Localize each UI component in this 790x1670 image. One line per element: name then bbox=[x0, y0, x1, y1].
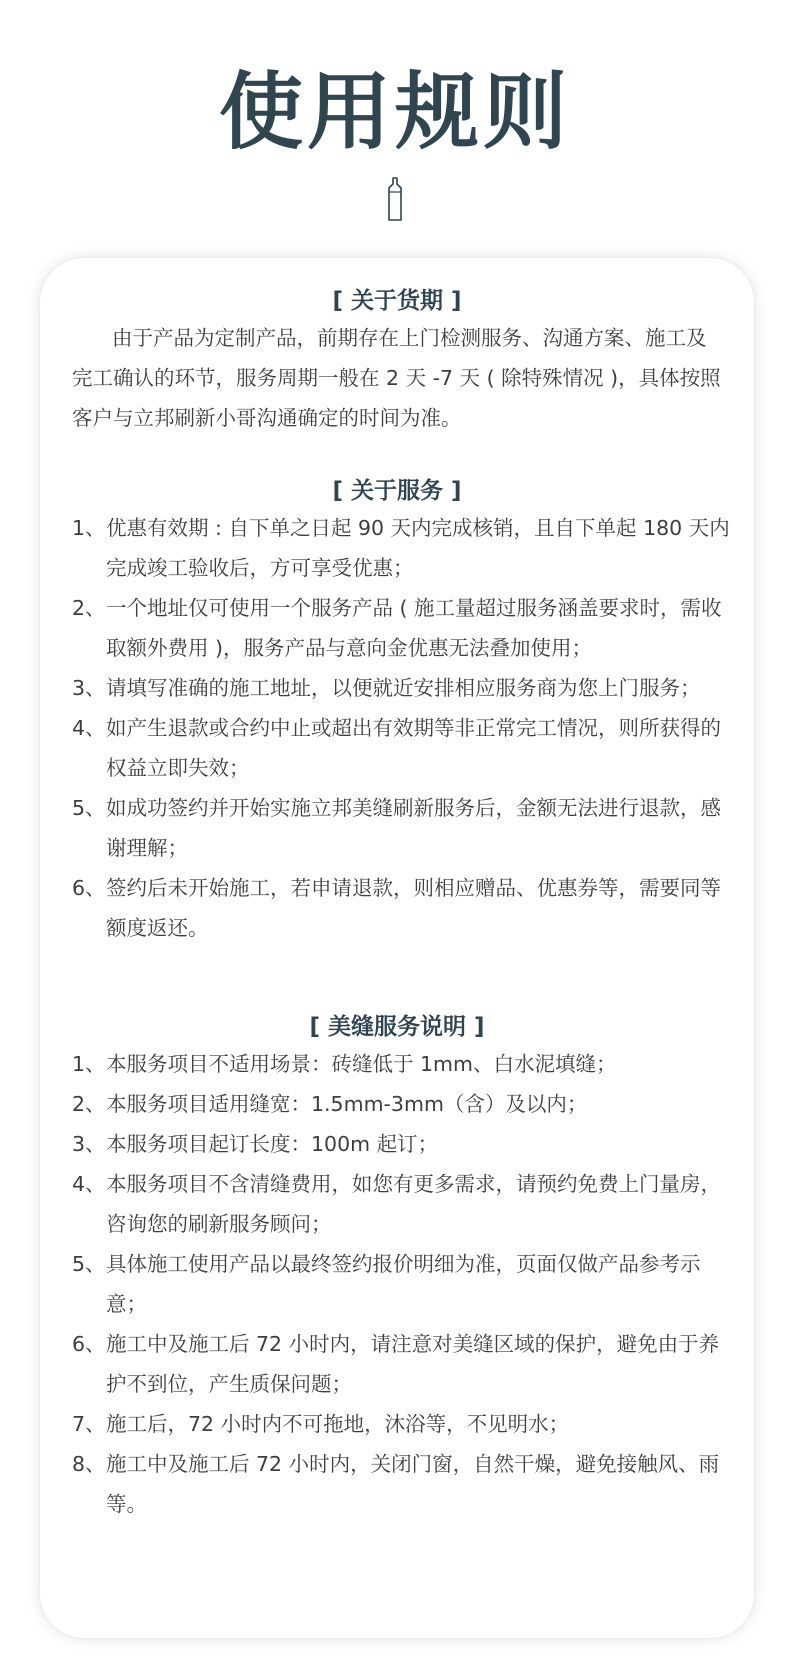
section-service bbox=[40, 474, 754, 948]
list-item bbox=[72, 1084, 732, 1124]
list-number: 4、 bbox=[72, 716, 106, 740]
list-item bbox=[72, 1164, 732, 1244]
list-item bbox=[72, 588, 732, 668]
list-item bbox=[72, 708, 732, 788]
list-item bbox=[72, 1444, 732, 1524]
list-text: 如成功签约并开始实施立邦美缝刷新服务后，金额无法进行退款，感谢理解； bbox=[106, 796, 721, 860]
list-number: 2、 bbox=[72, 596, 106, 620]
list-text: 如产生退款或合约中止或超出有效期等非正常完工情况，则所获得的权益立即失效； bbox=[106, 716, 721, 780]
list-number: 1、 bbox=[72, 1052, 106, 1076]
list-text: 本服务项目不含清缝费用，如您有更多需求，请预约免费上门量房，咨询您的刷新服务顾问； bbox=[106, 1172, 721, 1236]
list-number: 5、 bbox=[72, 796, 106, 820]
rules-list bbox=[40, 1044, 754, 1524]
list-text: 优惠有效期 : 自下单之日起 90 天内完成核销，且自下单起 180 天内完成竣工验收后，方可享受优惠； bbox=[106, 516, 730, 580]
list-item bbox=[72, 1044, 732, 1084]
list-text: 具体施工使用产品以最终签约报价明细为准，页面仅做产品参考示意； bbox=[106, 1252, 701, 1316]
section-grout-service bbox=[40, 1010, 754, 1524]
section-paragraph: 由于产品为定制产品，前期存在上门检测服务、沟通方案、施工及完工确认的环节，服务周期一般在 2 天 -7 天 ( 除特殊情况 )，具体按照客户与立邦刷新小哥沟通确定的时间为准。 bbox=[72, 326, 721, 430]
list-item bbox=[72, 508, 732, 588]
section-heading: [ 关于服务 ] bbox=[332, 478, 462, 504]
list-number: 5、 bbox=[72, 1252, 106, 1276]
list-number: 1、 bbox=[72, 516, 106, 540]
list-text: 施工中及施工后 72 小时内，请注意对美缝区域的保护，避免由于养护不到位，产生质保问题； bbox=[106, 1332, 720, 1396]
list-text: 本服务项目起订长度：100m 起订； bbox=[106, 1132, 439, 1156]
list-item bbox=[72, 1404, 732, 1444]
list-item bbox=[72, 788, 732, 868]
list-item bbox=[72, 868, 732, 948]
list-item bbox=[72, 1244, 732, 1324]
list-item bbox=[72, 1324, 732, 1404]
list-number: 6、 bbox=[72, 1332, 106, 1356]
list-number: 4、 bbox=[72, 1172, 106, 1196]
list-text: 本服务项目不适用场景：砖缝低于 1mm、白水泥填缝； bbox=[106, 1052, 617, 1076]
list-number: 8、 bbox=[72, 1452, 106, 1476]
page-title: 使用规则 bbox=[218, 62, 571, 161]
tube-icon bbox=[383, 176, 407, 224]
list-text: 施工中及施工后 72 小时内，关闭门窗，自然干燥，避免接触风、雨等。 bbox=[106, 1452, 720, 1516]
list-text: 本服务项目适用缝宽：1.5mm-3mm（含）及以内； bbox=[106, 1092, 588, 1116]
list-text: 请填写准确的施工地址，以便就近安排相应服务商为您上门服务； bbox=[106, 676, 701, 700]
rules-card bbox=[40, 258, 754, 1638]
list-text: 施工后，72 小时内不可拖地，沐浴等，不见明水； bbox=[106, 1412, 570, 1436]
list-number: 3、 bbox=[72, 676, 106, 700]
list-text: 一个地址仅可使用一个服务产品 ( 施工量超过服务涵盖要求时，需收取额外费用 )，服务产品与意向金优惠无法叠加使用； bbox=[106, 596, 722, 660]
list-text: 签约后未开始施工，若申请退款，则相应赠品、优惠券等，需要同等额度返还。 bbox=[106, 876, 721, 940]
list-number: 6、 bbox=[72, 876, 106, 900]
list-number: 3、 bbox=[72, 1132, 106, 1156]
section-heading: [ 美缝服务说明 ] bbox=[309, 1014, 485, 1040]
list-number: 7、 bbox=[72, 1412, 106, 1436]
list-item bbox=[72, 668, 732, 708]
section-delivery bbox=[40, 284, 754, 438]
rules-list bbox=[40, 508, 754, 948]
list-item bbox=[72, 1124, 732, 1164]
list-number: 2、 bbox=[72, 1092, 106, 1116]
section-heading: [ 关于货期 ] bbox=[332, 288, 462, 314]
